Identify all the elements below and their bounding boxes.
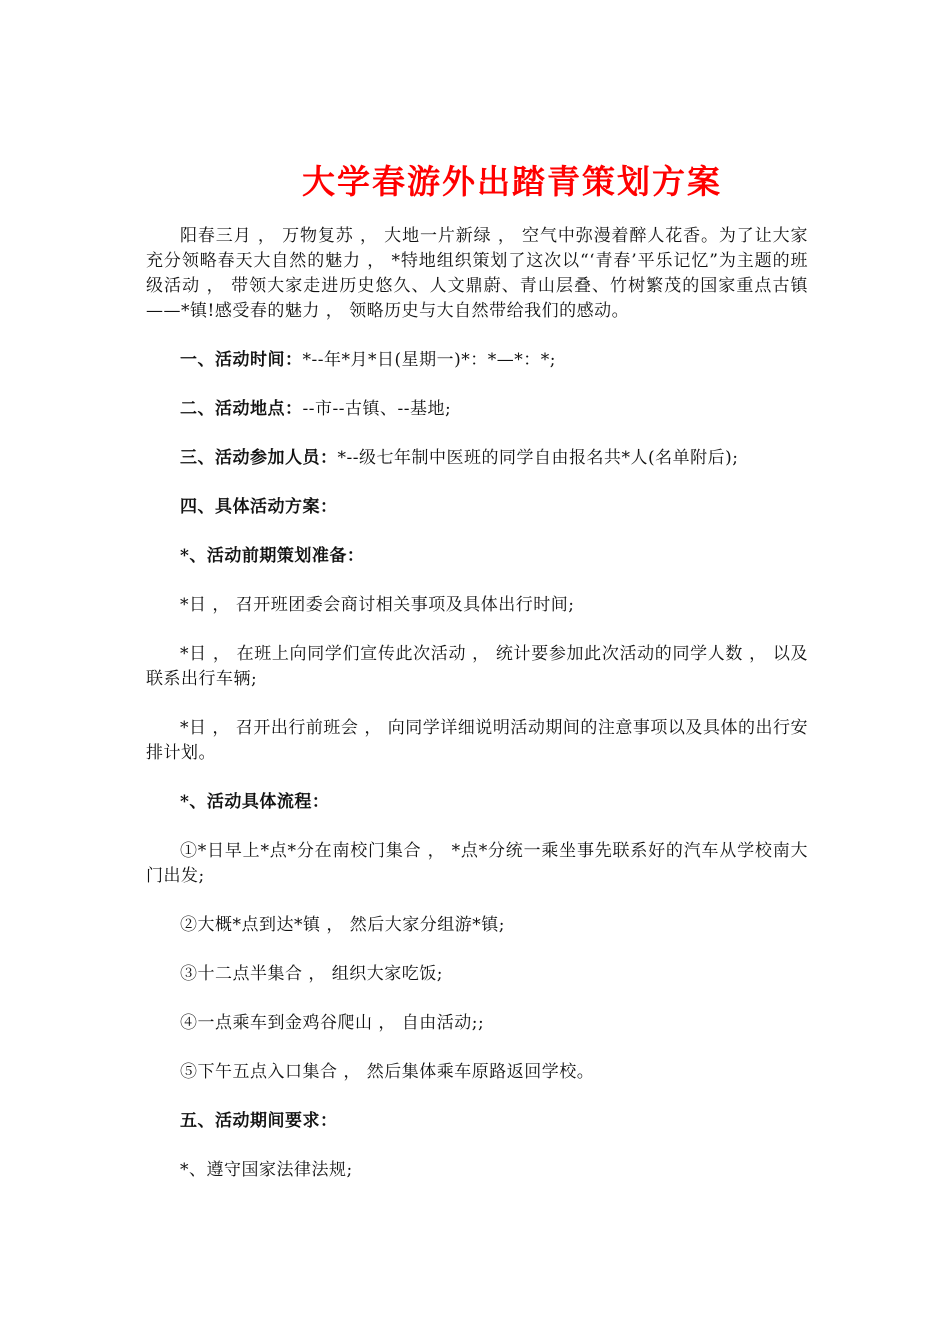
section-people xyxy=(146,446,808,471)
document-body xyxy=(146,224,808,1183)
section-place-label: 二、活动地点： xyxy=(180,399,303,419)
prep-item: *日 ， 召开出行前班会 ， 向同学详细说明活动期间的注意事项以及具体的出行安排计划。 xyxy=(146,718,808,763)
flow-item: ⑤下午五点入口集合 ， 然后集体乘车原路返回学校。 xyxy=(180,1062,595,1082)
section-people-label: 三、活动参加人员： xyxy=(180,448,338,468)
section-plan-heading: 四、具体活动方案： xyxy=(180,497,338,517)
flow-item: ③十二点半集合 ， 组织大家吃饭; xyxy=(180,964,444,984)
section-place xyxy=(146,397,808,422)
section-time-value: *--年*月*日(星期一)*：*—*：*; xyxy=(302,350,556,370)
flow-item: ④一点乘车到金鸡谷爬山 ， 自由活动;; xyxy=(180,1013,485,1033)
requirements-heading: 五、活动期间要求： xyxy=(180,1111,338,1131)
section-people-value: *--级七年制中医班的同学自由报名共*人(名单附后); xyxy=(337,448,739,468)
flow-heading: *、活动具体流程： xyxy=(180,792,330,812)
flow-item: ①*日早上*点*分在南校门集合 ， *点*分统一乘坐事先联系好的汽车从学校南大门出发; xyxy=(146,841,808,886)
prep-heading: *、活动前期策划准备： xyxy=(180,546,365,566)
intro-paragraph: 阳春三月 ， 万物复苏 ， 大地一片新绿 ， 空气中弥漫着醉人花香。为了让大家充分领略春天大自然的魅力 ， *特地组织策划了这次以“‘青春’平乐记忆”为主题的班级活动 ， 带领大家走进历史悠久、人文鼎蔚、青山层叠、竹树繁茂的国家重点古镇——*镇!感受春的魅力 ， 领略历史与大自然带给我们的感动。 xyxy=(146,226,808,321)
document-title: 大学春游外出踏青策划方案 xyxy=(302,162,722,201)
section-time-label: 一、活动时间： xyxy=(180,350,303,370)
prep-item: *日 ， 在班上向同学们宣传此次活动 ， 统计要参加此次活动的同学人数 ， 以及联系出行车辆; xyxy=(146,644,808,689)
section-place-value: --市--古镇、--基地; xyxy=(302,399,452,419)
requirement-item: *、遵守国家法律法规; xyxy=(180,1160,353,1180)
prep-item: *日 ， 召开班团委会商讨相关事项及具体出行时间; xyxy=(180,595,575,615)
section-time xyxy=(146,348,808,373)
flow-item: ②大概*点到达*镇 ， 然后大家分组游*镇; xyxy=(180,915,506,935)
